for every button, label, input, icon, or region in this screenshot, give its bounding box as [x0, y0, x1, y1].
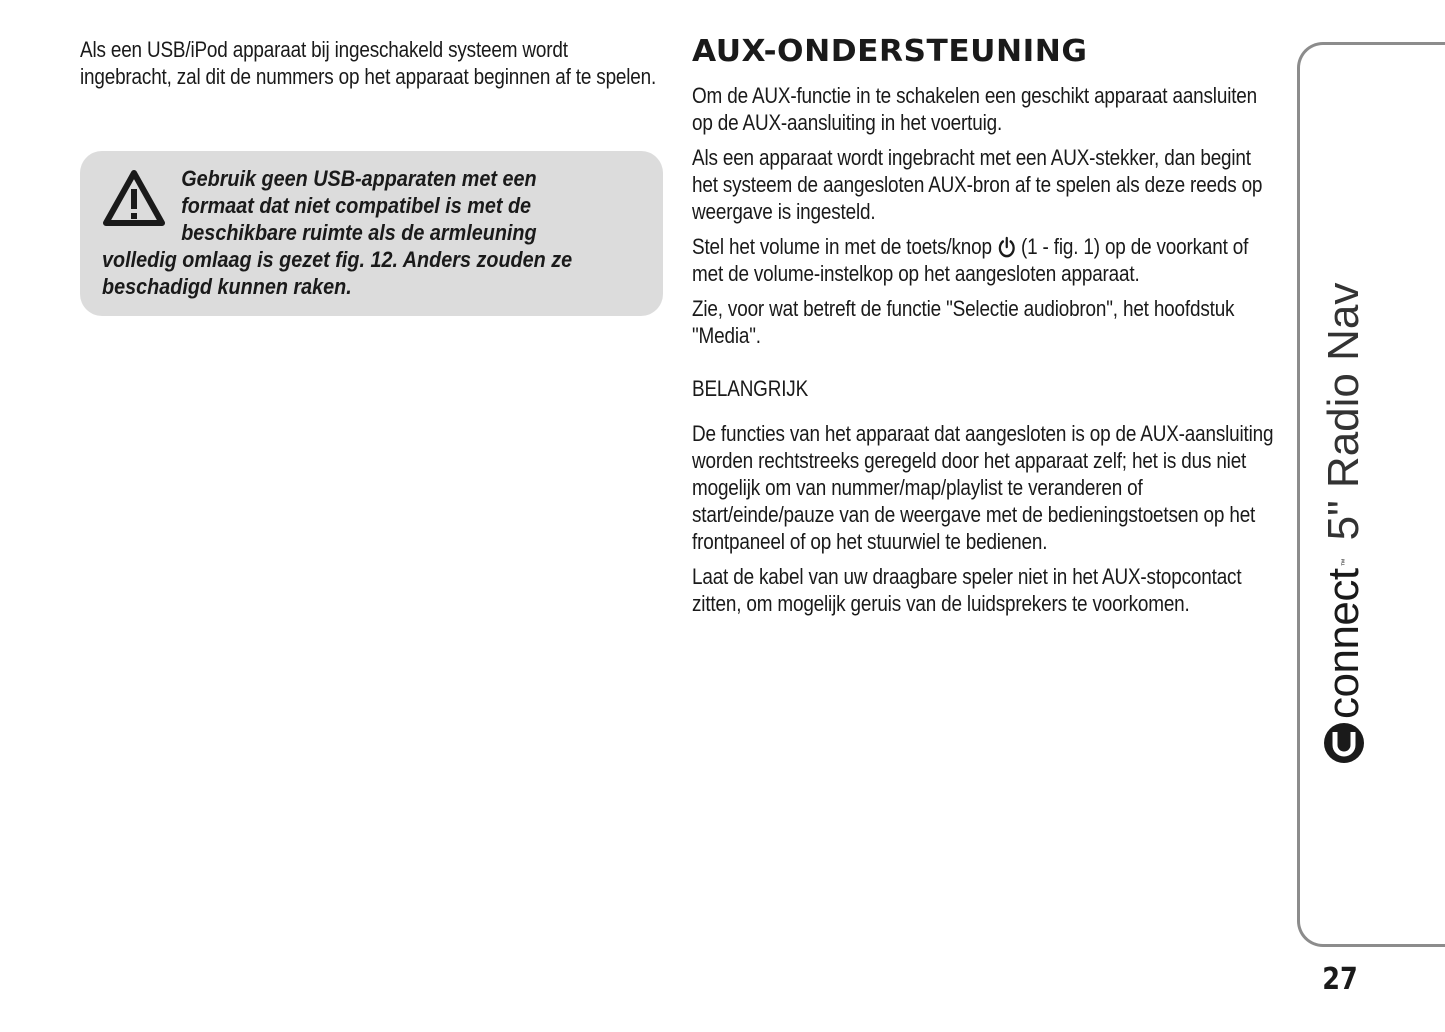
section-heading: AUX-ONDERSTEUNING: [692, 34, 1088, 69]
paragraph-aux-plug: Als een apparaat wordt ingebracht met een AUX-stekker, dan begint het systeem de aangesloten AUX-bron af te spelen als deze reeds op weergave is ingesteld.: [692, 145, 1263, 224]
volume-text-after: (1 - fig. 1) op de voorkant of met de volume-instelkop op het aangesloten apparaat.: [692, 234, 1249, 286]
paragraph-aux-enable: Om de AUX-functie in te schakelen een geschikt apparaat aansluiten op de AUX-aansluiting in het voertuig.: [692, 83, 1258, 135]
paragraph-cable: Laat de kabel van uw draagbare speler niet in het AUX-stopcontact zitten, om mogelijk geruis van de luidsprekers te voorkomen.: [692, 564, 1242, 616]
warning-line: beschikbare ruimte als de armleuning: [181, 220, 537, 245]
trademark: ™: [1339, 558, 1349, 567]
warning-line: volledig omlaag is gezet fig. 12. Anders zouden ze: [102, 247, 573, 272]
brand-name: connect: [1319, 568, 1368, 719]
paragraph-media: Zie, voor wat betreft de functie "Selectie audiobron", het hoofdstuk "Media".: [692, 296, 1235, 348]
volume-text-before: Stel het volume in met de toets/knop: [692, 234, 992, 259]
page-number: 27: [1322, 962, 1358, 997]
paragraph-functions: De functies van het apparaat dat aangesloten is op de AUX-aansluiting worden rechtstreeks geregeld door het apparaat zelf; het is dus niet mogelijk om van nummer/map/playlist te veranderen of start/einde/pauze van de weergave met de bedieningstoetsen op het frontpaneel of op het stuurwiel te bedienen.: [692, 421, 1274, 554]
model-name: 5" Radio Nav: [1319, 282, 1368, 541]
power-icon: [997, 236, 1016, 258]
paragraph-volume: [692, 233, 1281, 287]
right-column: [692, 36, 1282, 625]
brand-title: [1320, 185, 1368, 765]
warning-line: Gebruik geen USB-apparaten met een: [181, 166, 537, 191]
warning-text: [102, 165, 606, 300]
important-label: BELANGRIJK: [692, 376, 809, 401]
left-column: [80, 36, 660, 98]
warning-box: [80, 151, 663, 316]
intro-paragraph: Als een USB/iPod apparaat bij ingeschakeld systeem wordt ingebracht, zal dit de nummers op het apparaat beginnen af te spelen.: [80, 37, 657, 89]
warning-line: beschadigd kunnen raken.: [102, 274, 352, 299]
uconnect-logo-icon: [1322, 721, 1366, 765]
warning-line: formaat dat niet compatibel is met de: [181, 193, 532, 218]
